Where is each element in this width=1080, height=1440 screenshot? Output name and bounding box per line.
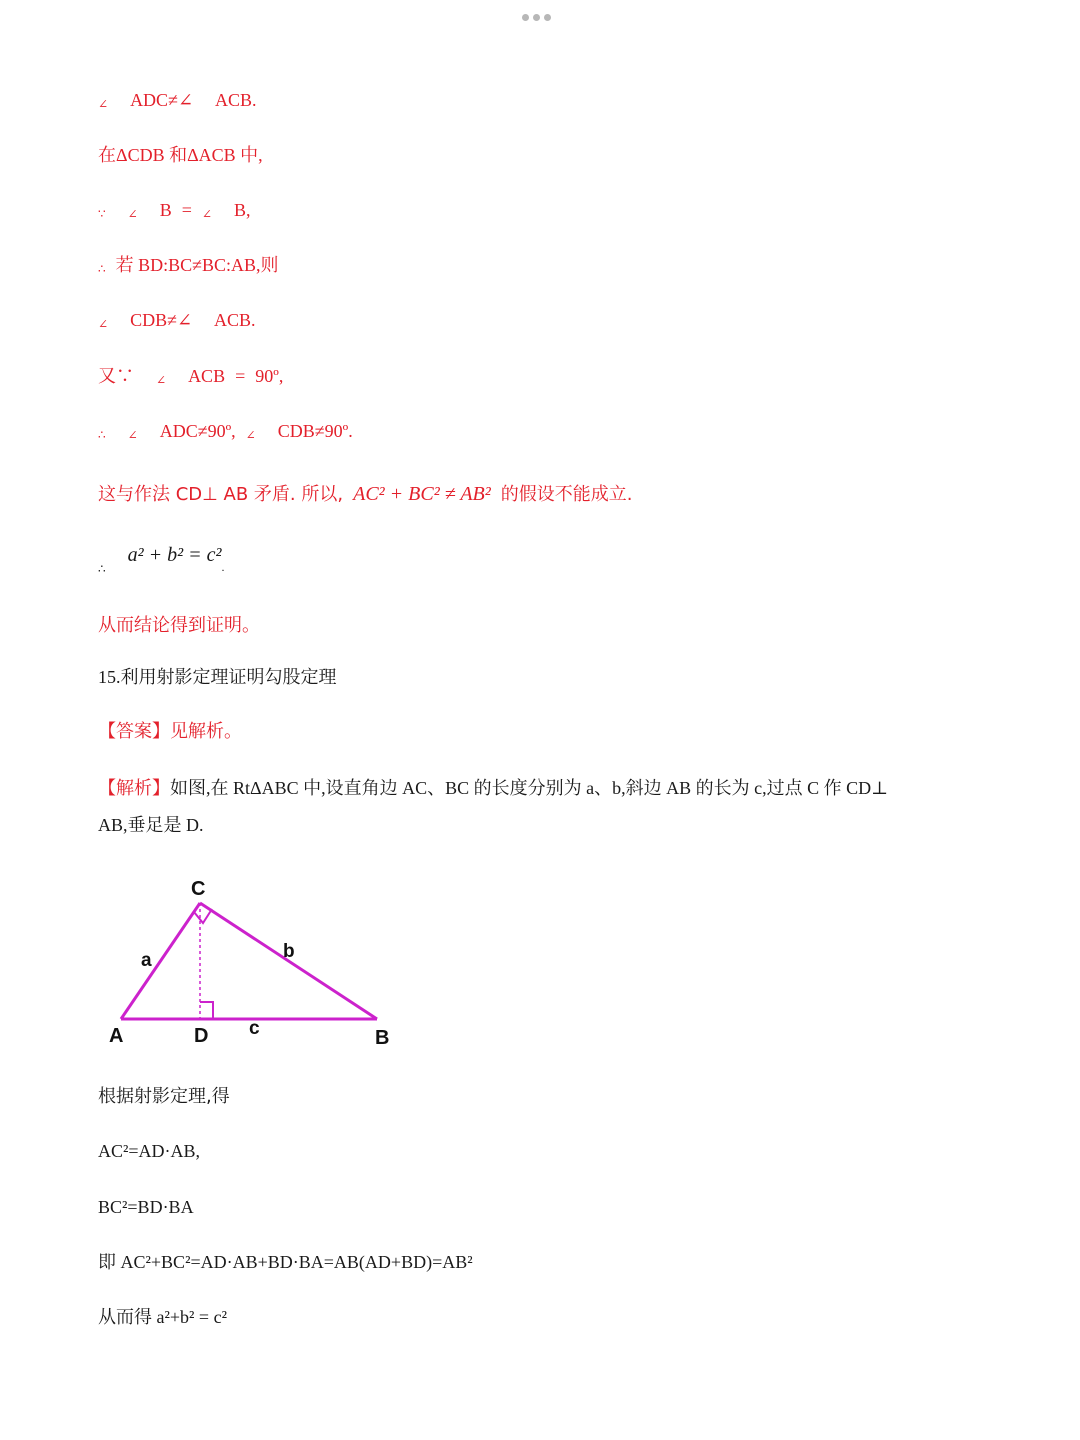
angle-symbol: ∠: [156, 373, 167, 387]
right-triangle-diagram: [96, 868, 416, 1058]
text: 90º,: [255, 366, 284, 386]
text: =: [235, 366, 246, 386]
angle-symbol: ∠: [245, 428, 256, 442]
text: 若 BD:BC≠BC:AB,则: [115, 255, 279, 275]
text: CDB≠90º.: [277, 421, 353, 441]
inequality-formula: AC² + BC² ≠ AB²: [353, 483, 491, 505]
text: 根据射影定理,得: [98, 1086, 230, 1107]
right-angle-mark-d: [200, 1002, 213, 1019]
proof-step-2: AC²=AD·AB,: [98, 1141, 201, 1161]
because-symbol: ∵: [98, 207, 106, 221]
pythagoras-formula: a² + b² = c²: [127, 544, 222, 566]
answer-line: [98, 720, 242, 744]
answer-label: 【答案】: [98, 721, 170, 742]
proof-line-6: [98, 364, 283, 392]
text: B,: [233, 200, 251, 220]
proof-line-1: [98, 88, 257, 116]
text: =: [181, 200, 192, 220]
angle-symbol: ∠: [201, 207, 212, 221]
proof-line-2: 在ΔCDB 和ΔACB 中,: [98, 145, 263, 165]
proof-line-7: [98, 419, 353, 447]
angle-symbol: ∠: [98, 317, 109, 331]
vertex-label-a: A: [109, 1025, 124, 1047]
vertex-label-d: D: [194, 1025, 209, 1047]
text: ACB.: [215, 90, 257, 110]
therefore-symbol: ∴: [98, 428, 106, 442]
text: 如图,在 RtΔABC 中,设直角边 AC、BC 的长度分别为 a、b,斜边 AB 的长为 c,过点 C 作 CD⊥: [170, 778, 889, 798]
more-dots-icon[interactable]: [522, 8, 558, 18]
text: .: [221, 560, 225, 574]
angle-symbol: ∠: [127, 428, 138, 442]
text: ACB: [188, 366, 226, 386]
text: ADC≠∠: [130, 90, 194, 110]
vertex-label-b: B: [375, 1027, 390, 1049]
vertex-label-c: C: [191, 878, 206, 900]
conclusion-line: 从而结论得到证明。: [98, 615, 260, 636]
text: ADC≠90º,: [159, 421, 236, 441]
side-label-c: c: [249, 1018, 260, 1039]
proof-step-5: 从而得 a²+b² = c²: [98, 1307, 227, 1327]
angle-symbol: ∠: [127, 207, 138, 221]
proof-line-8: [98, 482, 633, 507]
proof-step-4: 即 AC²+BC²=AD·AB+BD·BA=AB(AD+BD)=AB²: [98, 1252, 473, 1272]
analysis-label: 【解析】: [98, 778, 170, 799]
side-label-b: b: [283, 941, 295, 962]
text: 这与作法 CD⊥ AB 矛盾. 所以,: [98, 484, 344, 505]
therefore-symbol: ∴: [98, 562, 106, 576]
proof-line-5: [98, 308, 256, 336]
side-label-a: a: [141, 950, 152, 971]
triangle-figure: [121, 903, 377, 1019]
question-title: 15.利用射影定理证明勾股定理: [98, 667, 337, 687]
side-ac: [121, 903, 200, 1019]
text: 又∵: [98, 366, 134, 386]
proof-line-3: [98, 198, 250, 226]
text: CDB≠∠: [130, 310, 193, 330]
proof-step-1: [98, 1084, 230, 1109]
text: B: [159, 200, 172, 220]
text: 见解析。: [170, 721, 242, 742]
proof-step-3: BC²=BD·BA: [98, 1197, 194, 1217]
analysis-line-2: AB,垂足是 D.: [98, 815, 204, 835]
proof-line-4: [98, 253, 279, 281]
angle-symbol: ∠: [98, 97, 109, 111]
therefore-symbol: ∴: [98, 262, 106, 276]
proof-line-9: [98, 543, 225, 581]
text: ACB.: [214, 310, 256, 330]
text: 的假设不能成立.: [500, 484, 633, 505]
analysis-line-1: [98, 776, 888, 801]
right-angle-mark-c: [194, 909, 212, 923]
